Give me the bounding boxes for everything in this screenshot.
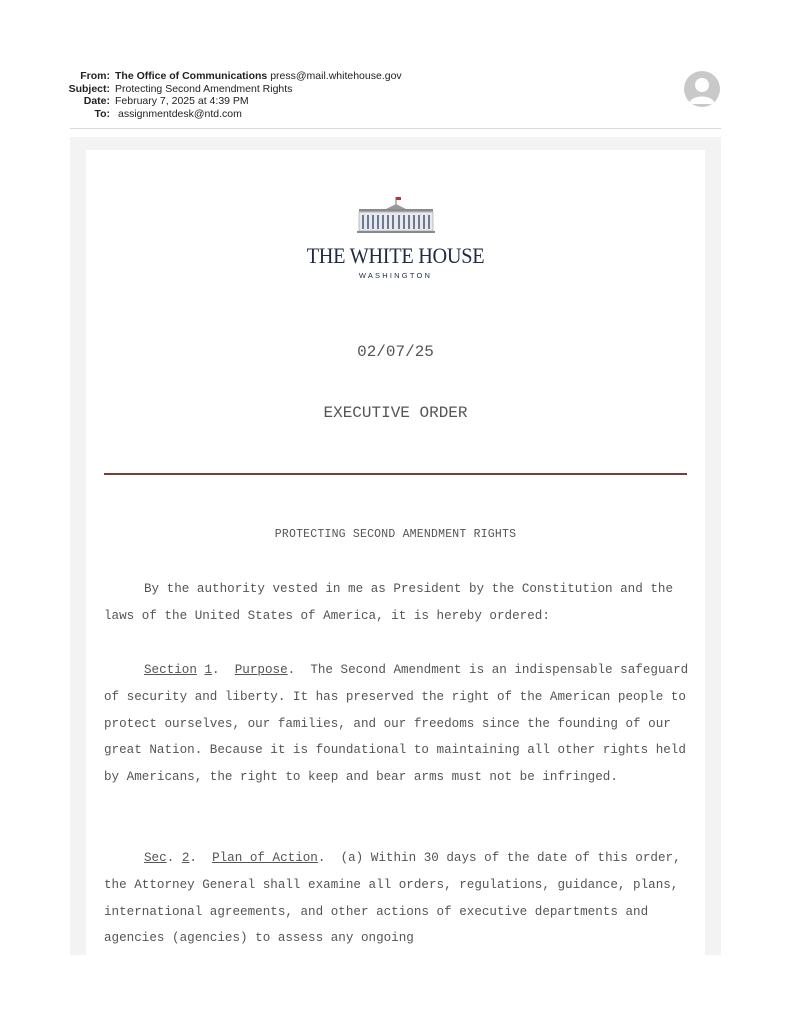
document-type: EXECUTIVE ORDER <box>323 404 468 422</box>
recipient-address[interactable]: assignmentdesk@ntd.com <box>118 107 242 120</box>
avatar[interactable] <box>684 71 720 107</box>
to-label: To: <box>94 107 110 120</box>
section-1-number: 1 <box>204 663 213 677</box>
from-label: From: <box>80 70 110 82</box>
date-row <box>60 95 660 108</box>
order-title: PROTECTING SECOND AMENDMENT RIGHTS <box>274 528 517 541</box>
preamble-text: By the authority vested in me as President by the Constitution and the laws of the United States of America, it is hereby ordered: <box>104 582 674 623</box>
person-icon <box>684 71 720 107</box>
from-row <box>60 70 660 83</box>
subject-text: Protecting Second Amendment Rights <box>115 82 293 95</box>
date-label: Date: <box>83 95 110 107</box>
subject-row <box>60 83 660 96</box>
to-row <box>60 108 660 121</box>
preamble-paragraph <box>104 576 694 630</box>
section-divider <box>104 473 687 475</box>
section-2-number: 2 <box>181 851 190 865</box>
section-2-paragraph: Sec. 2. Plan of Action. (a) Within 30 days of the date of this order, the Attorney General shall examine all orders, regulations, guidance, plans, international agreements, and other actions of executive departments and agencies (agencies) to assess any ongoing <box>104 851 681 946</box>
section-1-label: Section <box>144 663 197 677</box>
section-2-text: (a) Within 30 days of the date of this order, the Attorney General shall examine all orders, regulations, guidance, plans, international agreements, and other actions of executive departments and agencies (agencies) to assess any ongoing <box>104 851 681 946</box>
sender-address[interactable]: press@mail.whitehouse.gov <box>270 70 402 82</box>
white-house-logo-icon <box>356 195 436 235</box>
section-1-heading: Purpose <box>234 663 288 677</box>
header-divider <box>70 128 721 129</box>
document-date: 02/07/25 <box>357 343 434 361</box>
letterhead-title: THE WHITE HOUSE <box>306 243 485 268</box>
section-2-heading: Plan of Action <box>212 851 318 865</box>
section-1-text: The Second Amendment is an indispensable safeguard of security and liberty. It has preserved the right of the American people to protect ourselves, our families, and our freedoms since the founding of our great Nation. Because it is foundational to maintaining all other rights held by Americans, the right to keep and bear arms must not be infringed. <box>104 663 689 785</box>
sent-date: February 7, 2025 at 4:39 PM <box>115 95 249 107</box>
section-1-paragraph: Section 1. Purpose. The Second Amendment is an indispensable safeguard of security and liberty. It has preserved the right of the American people to protect ourselves, our families, and our freedoms since the founding of our great Nation. Because it is foundational to maintaining all other rights held by Americans, the right to keep and bear arms must not be infringed. <box>104 663 689 785</box>
letterhead-subtitle: WASHINGTON <box>358 271 433 280</box>
section-2-label: Sec <box>144 851 167 865</box>
subject-label: Subject: <box>68 82 110 95</box>
email-header <box>60 70 660 120</box>
sender-name: The Office of Communications <box>115 70 268 82</box>
letterhead <box>0 195 791 280</box>
